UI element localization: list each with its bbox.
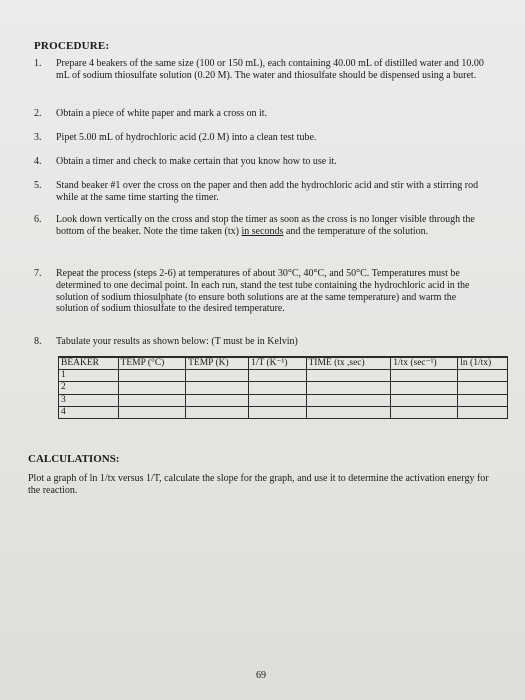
empty-cell [306,382,391,394]
procedure-step-5 [34,180,486,204]
step-text: Tabulate your results as shown below: (T must be in Kelvin) [56,336,298,347]
results-table [58,356,508,419]
empty-cell [458,370,508,382]
col-header-temp-k: TEMP (K) [186,357,249,370]
empty-cell [458,382,508,394]
empty-cell [458,394,508,406]
procedure-step-1 [34,58,486,82]
table-row [59,394,508,406]
empty-cell [118,370,186,382]
step-number: 4. [34,156,42,167]
procedure-step-4 [34,156,486,168]
table-row [59,406,508,418]
col-header-inverse-time: 1/tx (sec⁻¹) [391,357,458,370]
col-header-time: TIME (tx ,sec) [306,357,391,370]
page-number: 69 [256,670,266,681]
empty-cell [306,406,391,418]
step-text: Obtain a piece of white paper and mark a cross on it. [56,108,268,119]
step-text: Obtain a timer and check to make certain that you know how to use it. [56,156,337,167]
step-text: Pipet 5.00 mL of hydrochloric acid (2.0 M) into a clean test tube. [56,132,317,143]
step-number: 2. [34,108,42,119]
step-text-part: Look down vertically on the cross and stop the timer as soon as the cross is no longer visible through the bottom of the beaker. Note the time taken (tx) [56,214,475,237]
step-number: 7. [34,268,42,279]
empty-cell [249,370,306,382]
empty-cell [391,382,458,394]
empty-cell [391,406,458,418]
table-header-row [59,357,508,370]
table-row [59,382,508,394]
procedure-step-2 [34,108,486,120]
beaker-number: 3 [59,394,119,406]
empty-cell [118,382,186,394]
calculations-text: Plot a graph of ln 1/tx versus 1/T, calculate the slope for the graph, and use it to determine the activation energy for the reaction. [28,473,489,496]
step-text [56,214,486,238]
procedure-step-3 [34,132,486,144]
beaker-number: 4 [59,406,119,418]
col-header-beaker: BEAKER [59,357,119,370]
procedure-step-7 [34,268,486,315]
step-number: 6. [34,214,42,225]
empty-cell [186,406,249,418]
empty-cell [118,394,186,406]
step-text: Prepare 4 beakers of the same size (100 or 150 mL), each containing 40.00 mL of distilled water and 10.00 mL of sodium thiosulfate solution (0.20 M). The water and thiosulfate should be dispensed using a buret. [56,58,484,81]
empty-cell [186,370,249,382]
empty-cell [249,406,306,418]
procedure-step-8 [34,336,486,348]
empty-cell [306,370,391,382]
empty-cell [391,370,458,382]
beaker-number: 2 [59,382,119,394]
col-header-temp-c: TEMP (°C) [118,357,186,370]
step-text-part: and the temperature of the solution. [283,225,429,237]
col-header-inverse-t: 1/T (K⁻¹) [249,357,306,370]
step-number: 5. [34,180,42,191]
procedure-step-6 [34,214,486,238]
empty-cell [186,394,249,406]
step-number: 3. [34,132,42,143]
underlined-unit: in seconds [241,225,284,237]
beaker-number: 1 [59,370,119,382]
empty-cell [249,382,306,394]
empty-cell [249,394,306,406]
step-text: Stand beaker #1 over the cross on the paper and then add the hydrochloric acid and stir with a stirring rod while at the same time starting the timer. [56,180,479,203]
empty-cell [186,382,249,394]
step-text: Repeat the process (steps 2-6) at temperatures of about 30°C, 40°C, and 50°C. Temperatures must be determined to one decimal point. In each run, stand the test tube containing the hydrochloric acid in the solution of sodium thiosulphate (to ensure both solutions are at the same temperature) and warm the solution of sodium thiosulfate to the desired temperature. [56,268,470,315]
calculations-heading: CALCULATIONS: [28,453,120,465]
empty-cell [118,406,186,418]
procedure-heading: PROCEDURE: [34,40,110,52]
table-row [59,370,508,382]
empty-cell [391,394,458,406]
col-header-ln: ln (1/tx) [458,357,508,370]
step-number: 8. [34,336,42,347]
step-number: 1. [34,58,42,69]
empty-cell [306,394,391,406]
empty-cell [458,406,508,418]
